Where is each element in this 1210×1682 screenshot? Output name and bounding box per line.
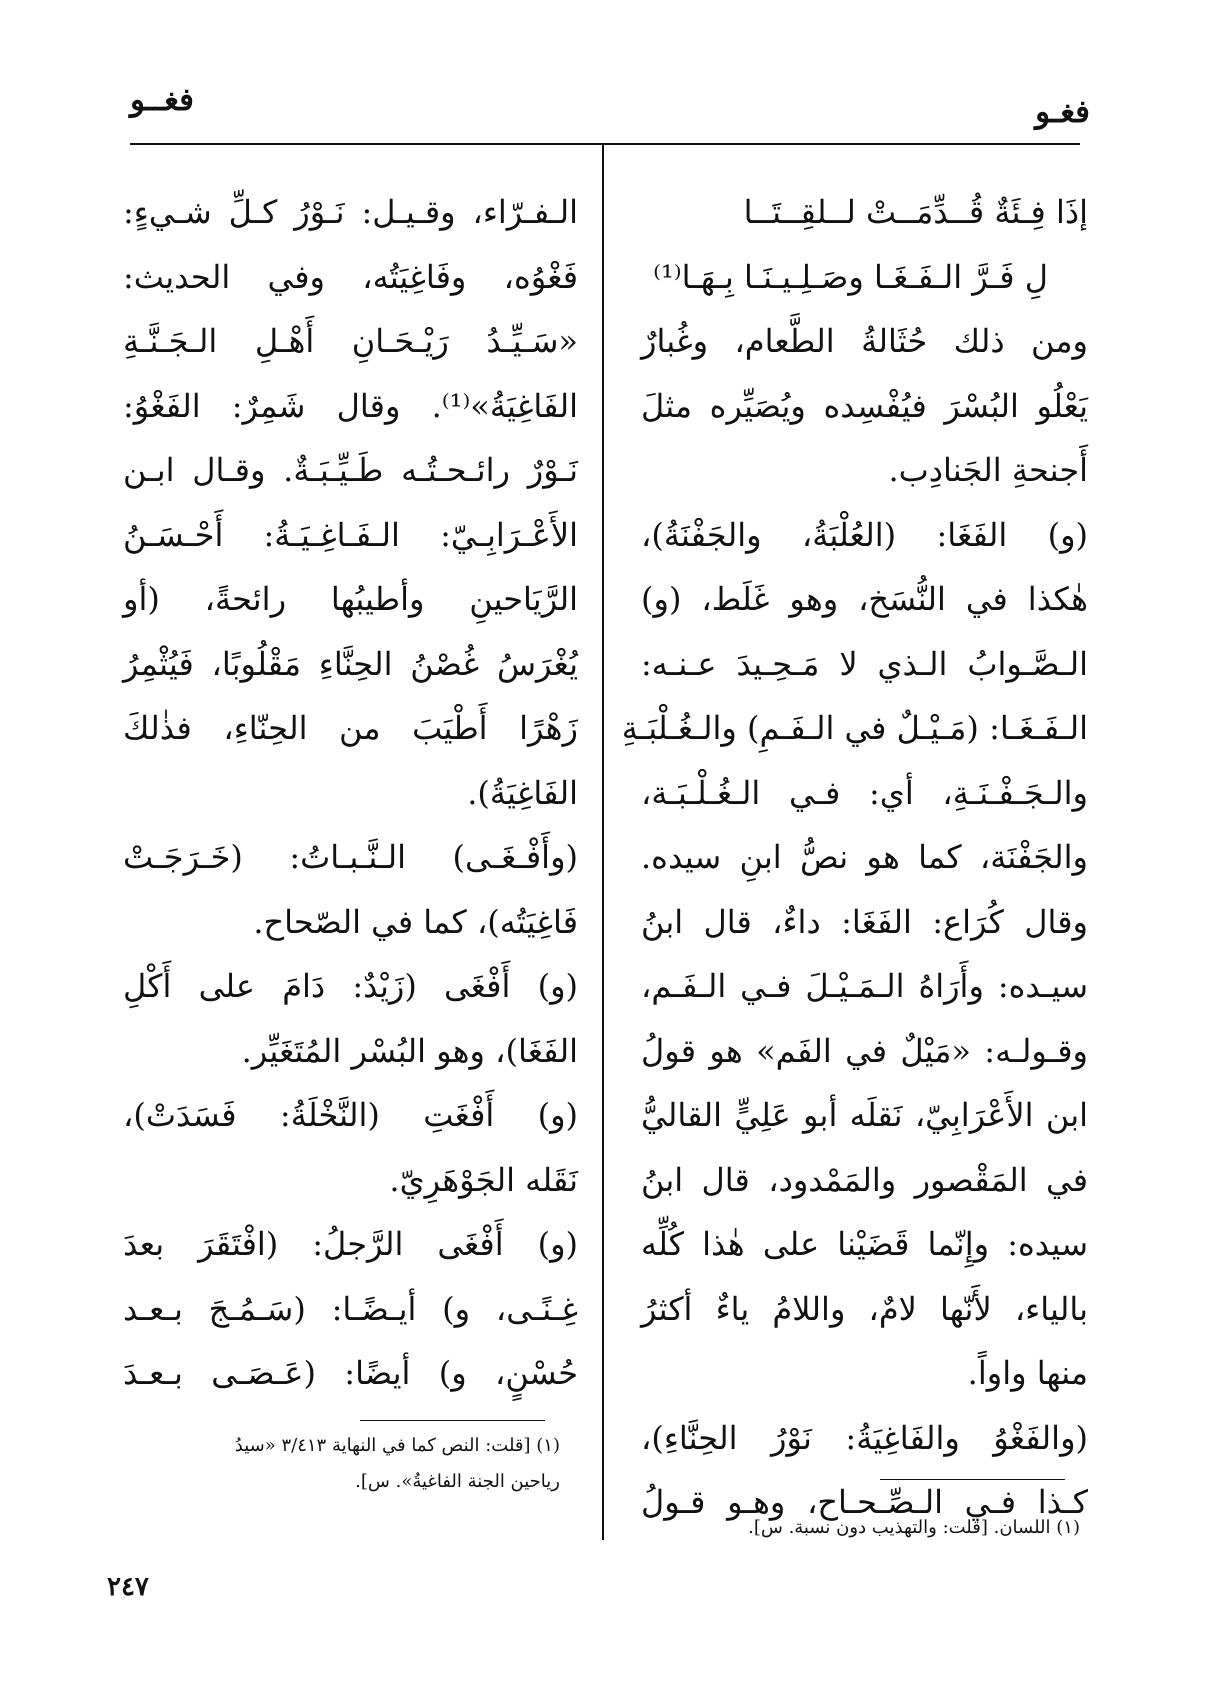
page-number: ٢٤٧ bbox=[107, 1572, 149, 1602]
text-line: بالياء، لأَنّها لامٌ، واللامُ ياءٌ أكثرُ bbox=[641, 1289, 1088, 1328]
text-line: وقال كُرَاع: الفَغَا: داءٌ، قال ابنُ bbox=[641, 902, 1088, 941]
text-line: سيـده: وأَرَاهُ الـمَـيْـلَ فـي الـفَـم، bbox=[641, 967, 1088, 1005]
footnote-text: رياحين الجنة الفاغيةُ». س]. bbox=[355, 1471, 560, 1492]
text-line: الفَغَا)، وهو البُسْر المُتَغَيِّر. bbox=[241, 1031, 578, 1070]
text-line: والـجَـفْـنَـةِ، أي: فـي الـغُـلْـبَـة، bbox=[641, 773, 1088, 812]
text-line: زَهْرًا أَطْيَبَ من الحِنّاءِ، فذٰلكَ bbox=[123, 709, 578, 747]
text-line: (و) الفَغَا: (العُلْبَةُ، والجَفْنَةُ)، bbox=[641, 515, 1088, 554]
running-header-right: فغـو bbox=[1035, 94, 1090, 130]
footnote-text: (١) [قلت: النص كما في النهاية ٣/٤١٣ «سيدُ bbox=[234, 1435, 560, 1456]
text-line: الـفَـغَـا: (مَـيْـلٌ في الـفَـمِ) والـغُـلْبَـةِ bbox=[621, 709, 1088, 747]
footnote-rule-left bbox=[360, 1420, 545, 1421]
text-line: نَـوْرٌ رائـحـتُـه طَـيِّـبَـةٌ. وقـال ابـن bbox=[123, 451, 578, 489]
footnote-rule-right bbox=[880, 1479, 1065, 1480]
text-line: فَاغِيَتُه)، كما في الصّحاح. bbox=[253, 902, 578, 941]
text-line: إذَا فِـئَةٌ قُــدِّمَــتْ لــلقِــتَــا bbox=[743, 193, 1088, 231]
text-line: لِ فَـرَّ الـفَـغَـا وصَـلِـيـنَـا بِـهَـا⁽¹⁾ bbox=[653, 257, 1048, 296]
text-line: يَعْلُو البُسْرَ فيُفْسِده ويُصَيِّره مثلَ bbox=[641, 386, 1088, 425]
text-line: (والفَغْوُ والفَاغِيَةُ: نَوْرُ الحِنَّاءِ)، bbox=[641, 1418, 1088, 1457]
footnote-text: (١) اللسان. [قلت: والتهذيب دون نسبة. س]. bbox=[748, 1517, 1080, 1538]
text-line: (و) أَفْغَتِ (النَّخْلَةُ: فَسَدَتْ)، bbox=[123, 1096, 578, 1134]
text-line: «سَـيِّـدُ رَيْـحَـانِ أَهْـلِ الـجَـنَّـةِ bbox=[123, 322, 578, 360]
text-line: حُسْنٍ، و) أيضًا: (عَـصَـى بـعـدَ bbox=[123, 1354, 578, 1392]
text-line: الأَعْـرَابِـيّ: الـفَـاغِـيَـةُ: أَحْـسَـنُ bbox=[123, 515, 578, 554]
text-line: الـصَّـوابُ الـذي لا مَـحِـيدَ عـنـه: bbox=[641, 644, 1088, 683]
left-column bbox=[123, 180, 578, 1406]
column-divider bbox=[602, 145, 604, 1540]
footnote-right bbox=[630, 1510, 1080, 1546]
text-line: (و) أَفْغَى الرَّجلُ: (افْتَقَرَ بعدَ bbox=[123, 1225, 578, 1263]
text-line: الرَّيَاحينِ وأطيبُها رائحةً، (أو bbox=[123, 580, 578, 618]
text-line: أَجنحةِ الجَنادِب. bbox=[888, 451, 1088, 489]
text-line: كـذا فـي الـصِّـحـاح، وهـو قـولُ bbox=[641, 1483, 1088, 1521]
text-line: فَغْوُه، وفَاغِيَتُه، وفي الحديث: bbox=[123, 257, 578, 296]
running-header-left: فغــو bbox=[130, 82, 194, 118]
text-line: الفَاغِيَةُ»⁽¹⁾. وقال شَمِرٌ: الفَغْوُ: bbox=[123, 386, 578, 425]
text-line: غِـنًـى، و) أيـضًـا: (سَـمُـجَ بـعـد bbox=[123, 1289, 578, 1328]
text-line: (وأَفْـغَـى) الـنَّـبـاتُ: (خَـرَجَـتْ bbox=[123, 838, 578, 876]
text-line: نَقَله الجَوْهَرِيّ. bbox=[389, 1160, 578, 1199]
text-line: ابن الأَعْرَابِيّ، نَقلَه أبو عَلِيٍّ القاليُّ bbox=[641, 1096, 1088, 1134]
text-line: الـفـرّاء، وقـيـل: نَـوْرُ كـلِّ شـيءٍ: bbox=[123, 193, 578, 231]
text-line: سيده: وإِنّما قَضَيْنا على هٰذا كُلِّه bbox=[641, 1225, 1088, 1263]
text-line: (و) أَفْغَى (زَيْدٌ: دَامَ على أَكْلِ bbox=[123, 967, 578, 1005]
text-line: والجَفْنَة، كما هو نصُّ ابنِ سيده. bbox=[641, 838, 1088, 876]
text-line: هٰكذا في النُّسَخ، وهو غَلَط، (و) bbox=[641, 580, 1088, 618]
text-line: في المَقْصور والمَمْدود، قال ابنُ bbox=[641, 1160, 1088, 1199]
text-line: منها واواً. bbox=[967, 1354, 1088, 1392]
text-line: يُغْرَسُ غُصْنُ الحِنَّاءِ مَقْلُوبًا، فَيُثْمِرُ bbox=[123, 644, 578, 683]
right-column bbox=[621, 180, 1088, 1535]
text-line: وقـولـه: «مَيْلٌ في الفَم» هو قولُ bbox=[641, 1031, 1088, 1070]
text-line: الفَاغِيَةُ). bbox=[467, 773, 578, 812]
header-rule bbox=[130, 143, 1080, 145]
text-line: ومن ذلك حُثَالةُ الطَّعام، وغُبارٌ bbox=[641, 322, 1088, 360]
footnote-left bbox=[130, 1428, 560, 1500]
